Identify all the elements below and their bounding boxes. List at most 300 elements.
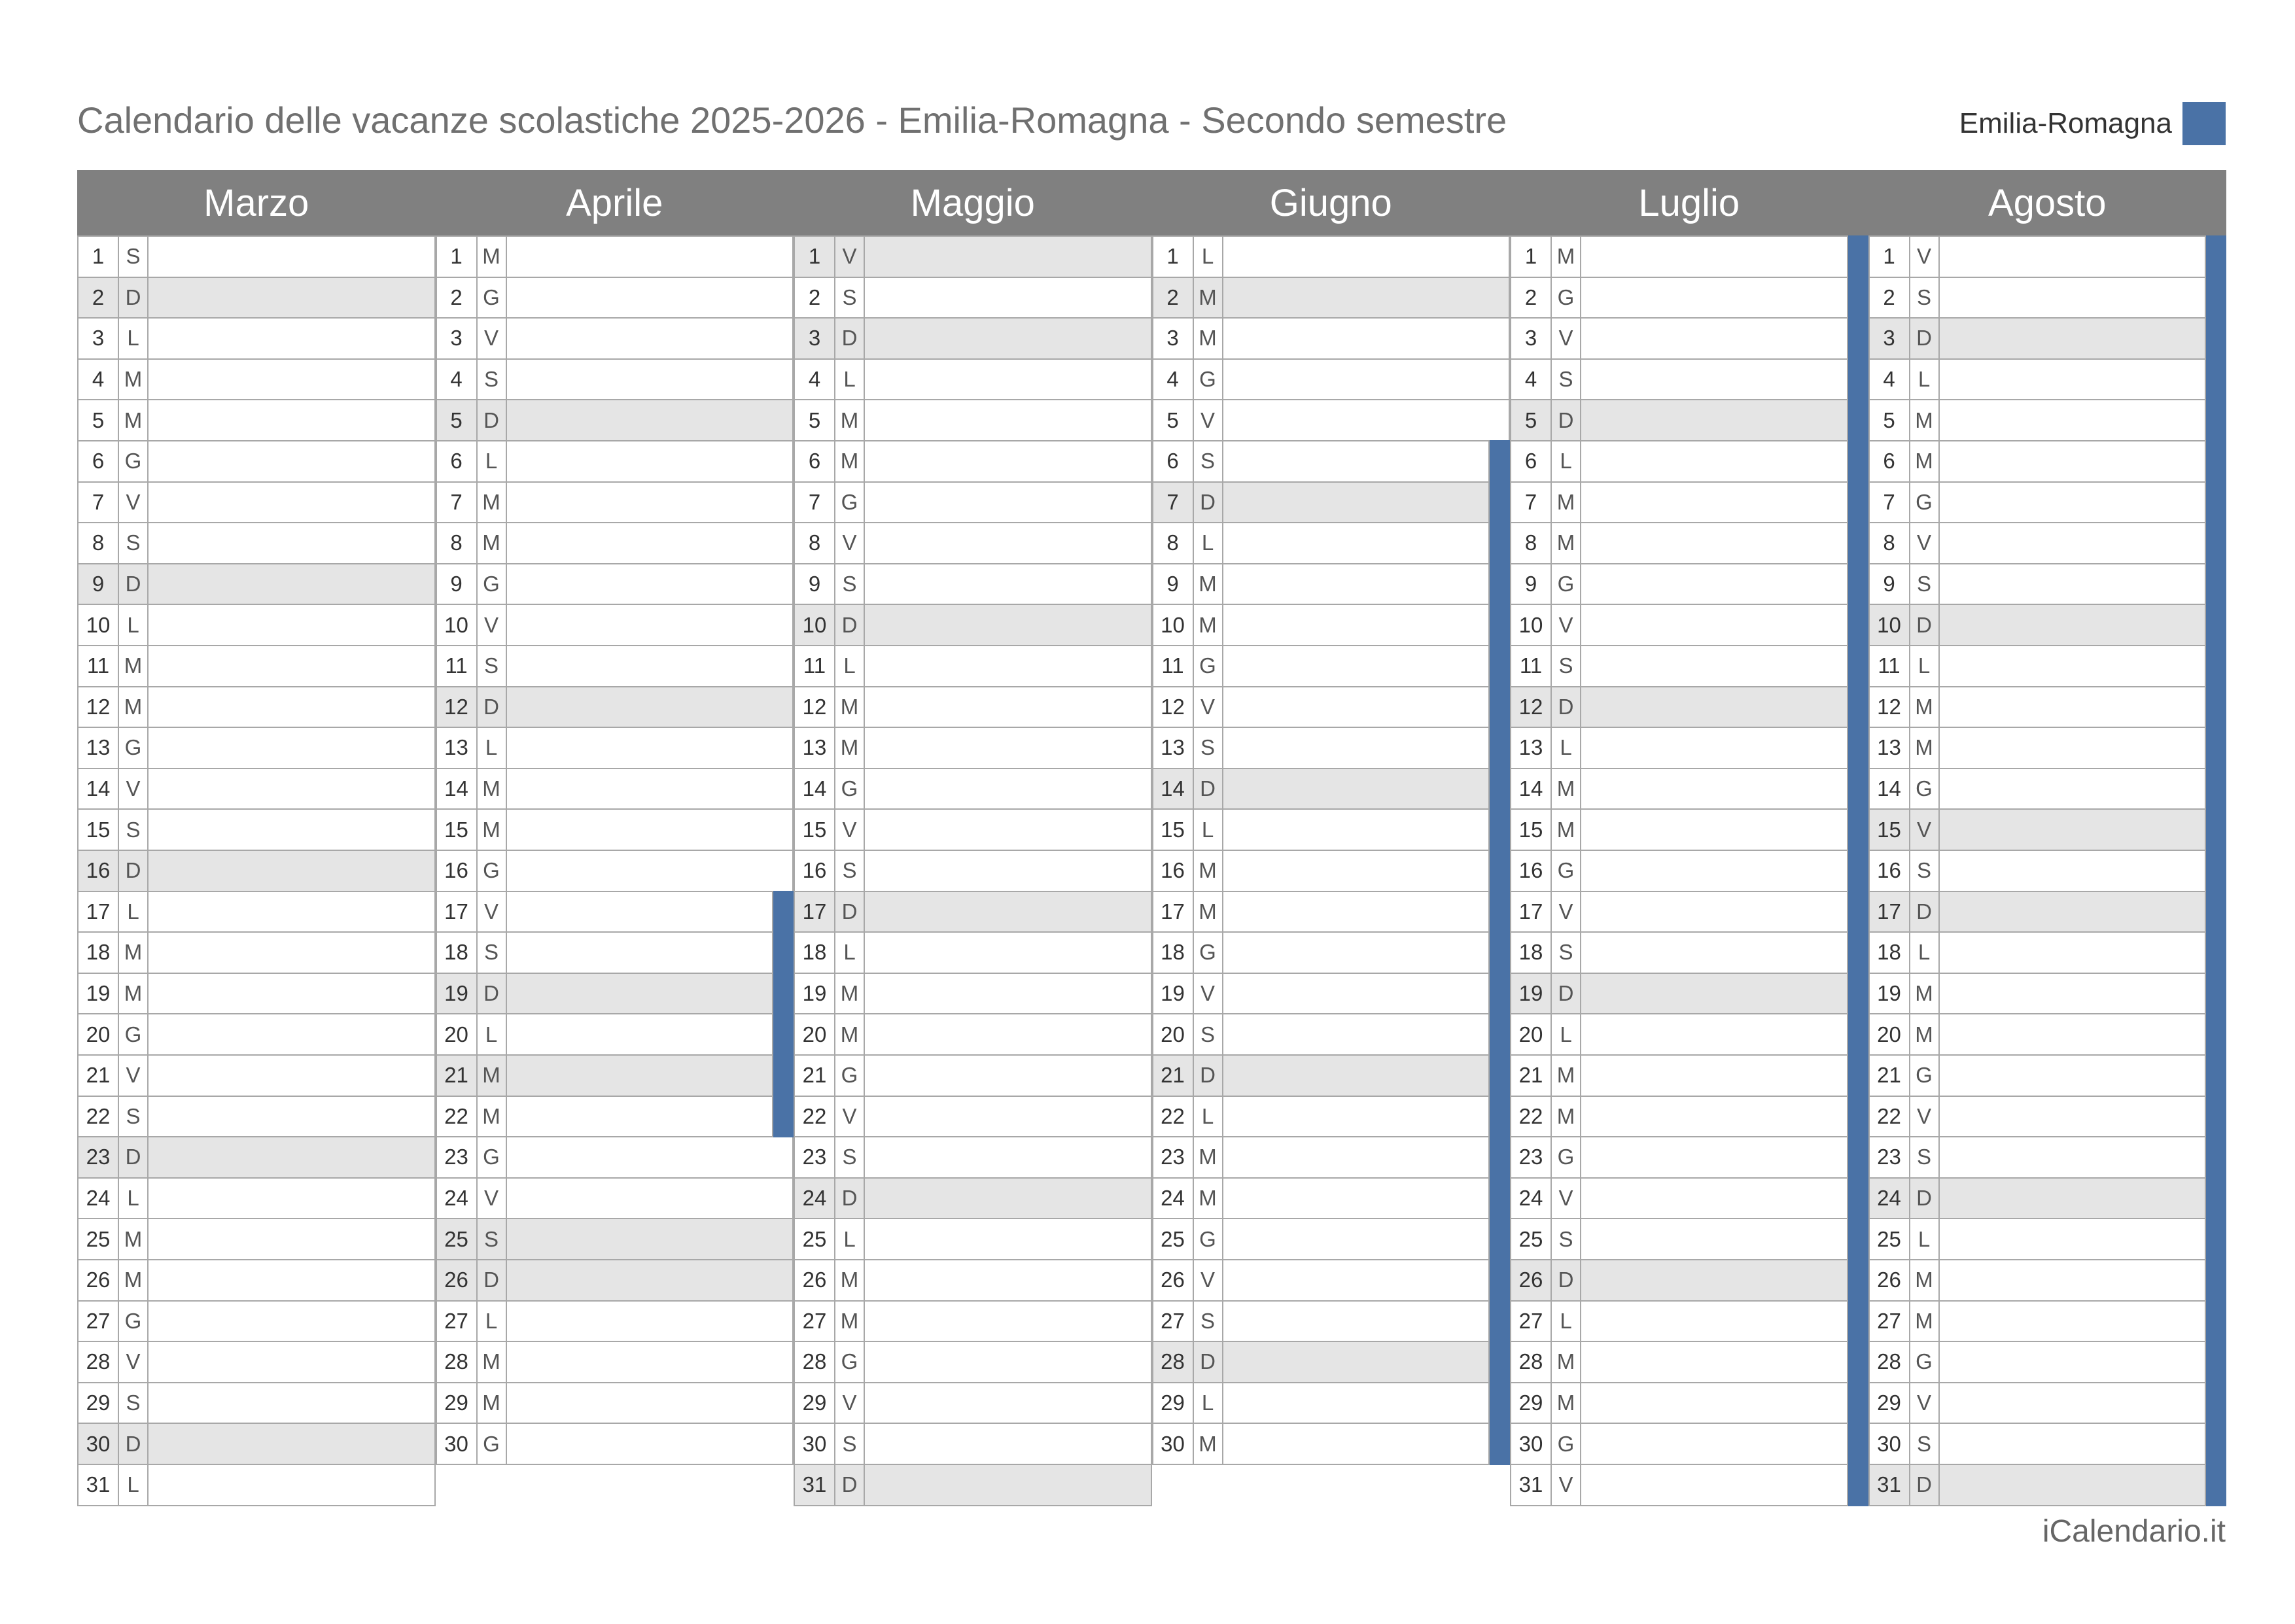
day-number: 14 xyxy=(1153,769,1194,809)
day-number: 3 xyxy=(1511,319,1552,358)
vacation-bar xyxy=(1848,235,1868,1506)
day-cell xyxy=(1510,931,1848,974)
day-number: 19 xyxy=(1511,974,1552,1014)
day-cell xyxy=(1152,1177,1490,1220)
day-cell xyxy=(1152,235,1511,278)
weekday-letter: G xyxy=(835,483,865,523)
weekday-letter: M xyxy=(1194,851,1223,891)
day-number: 4 xyxy=(1153,360,1194,400)
weekday-letter: G xyxy=(1910,1342,1940,1382)
day-number: 30 xyxy=(1870,1424,1910,1464)
day-number: 28 xyxy=(1870,1342,1910,1382)
day-number: 31 xyxy=(79,1465,119,1505)
weekday-letter: D xyxy=(1910,1465,1940,1505)
weekday-letter: V xyxy=(1194,974,1223,1014)
day-cell xyxy=(1868,399,2207,441)
day-cell xyxy=(1152,686,1490,729)
weekday-letter: L xyxy=(1194,1383,1223,1423)
weekday-letter: V xyxy=(1552,1179,1581,1218)
day-cell xyxy=(1152,1300,1490,1343)
day-cell xyxy=(436,1300,794,1343)
day-number: 25 xyxy=(1870,1219,1910,1259)
weekday-letter: V xyxy=(478,892,507,932)
weekday-letter: V xyxy=(478,1179,507,1218)
day-number: 1 xyxy=(437,237,478,277)
weekday-letter: L xyxy=(478,728,507,768)
day-cell xyxy=(1868,727,2207,769)
day-number: 3 xyxy=(79,319,119,358)
day-number: 24 xyxy=(1870,1179,1910,1218)
day-number: 11 xyxy=(79,646,119,686)
day-number: 23 xyxy=(1870,1137,1910,1177)
day-number: 28 xyxy=(795,1342,835,1382)
day-number: 4 xyxy=(437,360,478,400)
day-cell xyxy=(794,1013,1152,1056)
day-cell xyxy=(1152,931,1490,974)
day-cell xyxy=(436,399,794,441)
day-cell xyxy=(794,727,1152,769)
day-number: 11 xyxy=(1511,646,1552,686)
day-cell xyxy=(794,440,1152,483)
day-number: 29 xyxy=(795,1383,835,1423)
day-cell xyxy=(1510,563,1848,606)
day-number: 26 xyxy=(1870,1260,1910,1300)
vacation-bar xyxy=(1490,440,1510,1465)
weekday-letter: V xyxy=(1910,237,1940,277)
legend xyxy=(1959,102,2226,145)
weekday-letter: V xyxy=(835,810,865,850)
day-number: 8 xyxy=(1153,523,1194,563)
weekday-letter: G xyxy=(1194,360,1223,400)
day-cell xyxy=(77,277,436,319)
weekday-letter: D xyxy=(119,1137,149,1177)
weekday-letter: D xyxy=(1910,892,1940,932)
weekday-letter: L xyxy=(1910,1219,1940,1259)
day-number: 2 xyxy=(1511,278,1552,318)
day-cell xyxy=(794,1423,1152,1465)
day-number: 5 xyxy=(1870,400,1910,440)
weekday-letter: S xyxy=(1910,278,1940,318)
weekday-letter: M xyxy=(1552,769,1581,809)
weekday-letter: L xyxy=(835,360,865,400)
day-cell xyxy=(1868,1013,2207,1056)
day-number: 22 xyxy=(79,1097,119,1137)
day-number: 6 xyxy=(79,441,119,481)
day-number: 10 xyxy=(795,605,835,645)
day-number: 24 xyxy=(437,1179,478,1218)
day-number: 16 xyxy=(1870,851,1910,891)
day-number: 6 xyxy=(795,441,835,481)
weekday-letter: M xyxy=(1552,1342,1581,1382)
weekday-letter: S xyxy=(119,523,149,563)
day-number: 13 xyxy=(1870,728,1910,768)
day-cell xyxy=(794,358,1152,401)
day-cell xyxy=(1510,481,1848,524)
day-number: 29 xyxy=(437,1383,478,1423)
day-number: 15 xyxy=(1153,810,1194,850)
day-number: 2 xyxy=(1153,278,1194,318)
day-number: 27 xyxy=(1870,1302,1910,1341)
weekday-letter: G xyxy=(119,441,149,481)
day-cell xyxy=(77,1382,436,1425)
weekday-letter: G xyxy=(1194,1219,1223,1259)
day-cell xyxy=(436,891,774,933)
month-header-marzo: Marzo xyxy=(77,170,436,235)
weekday-letter: D xyxy=(1552,400,1581,440)
weekday-letter: M xyxy=(1194,1179,1223,1218)
weekday-letter: L xyxy=(478,441,507,481)
weekday-letter: D xyxy=(1910,319,1940,358)
day-cell xyxy=(77,686,436,729)
day-number: 15 xyxy=(79,810,119,850)
day-cell xyxy=(436,686,794,729)
day-number: 21 xyxy=(1511,1056,1552,1096)
day-number: 27 xyxy=(795,1302,835,1341)
weekday-letter: L xyxy=(119,319,149,358)
day-cell xyxy=(1868,1096,2207,1138)
day-cell xyxy=(1152,1259,1490,1302)
day-number: 28 xyxy=(1153,1342,1194,1382)
day-number: 9 xyxy=(1153,564,1194,604)
day-cell xyxy=(794,1300,1152,1343)
day-number: 23 xyxy=(795,1137,835,1177)
day-number: 12 xyxy=(437,687,478,727)
day-cell xyxy=(794,891,1152,933)
day-cell xyxy=(1868,891,2207,933)
day-cell xyxy=(1152,1218,1490,1260)
day-cell xyxy=(77,563,436,606)
day-number: 19 xyxy=(437,974,478,1014)
weekday-letter: M xyxy=(1552,1097,1581,1137)
weekday-letter: S xyxy=(1910,1137,1940,1177)
day-number: 7 xyxy=(79,483,119,523)
day-cell xyxy=(1510,1013,1848,1056)
day-number: 7 xyxy=(437,483,478,523)
day-number: 10 xyxy=(79,605,119,645)
day-number: 24 xyxy=(795,1179,835,1218)
weekday-letter: L xyxy=(1910,646,1940,686)
weekday-letter: L xyxy=(1552,441,1581,481)
day-cell xyxy=(436,277,794,319)
day-number: 27 xyxy=(1511,1302,1552,1341)
day-cell xyxy=(1152,1423,1490,1465)
day-number: 1 xyxy=(1870,237,1910,277)
day-cell xyxy=(77,358,436,401)
weekday-letter: D xyxy=(1552,1260,1581,1300)
weekday-letter: D xyxy=(478,974,507,1014)
day-cell xyxy=(794,1341,1152,1383)
day-number: 16 xyxy=(795,851,835,891)
weekday-letter: M xyxy=(1194,319,1223,358)
day-number: 18 xyxy=(795,933,835,973)
day-cell xyxy=(1510,1096,1848,1138)
day-number: 1 xyxy=(795,237,835,277)
day-number: 20 xyxy=(1511,1014,1552,1054)
day-cell xyxy=(1868,1300,2207,1343)
day-number: 7 xyxy=(795,483,835,523)
weekday-letter: G xyxy=(1194,646,1223,686)
day-number: 30 xyxy=(437,1424,478,1464)
day-cell xyxy=(77,481,436,524)
day-number: 28 xyxy=(1511,1342,1552,1382)
day-cell xyxy=(77,1136,436,1179)
day-number: 4 xyxy=(79,360,119,400)
weekday-letter: S xyxy=(119,1097,149,1137)
day-cell xyxy=(1152,440,1490,483)
weekday-letter: V xyxy=(119,1056,149,1096)
day-number: 17 xyxy=(79,892,119,932)
day-cell xyxy=(1868,1341,2207,1383)
weekday-letter: M xyxy=(478,1383,507,1423)
day-cell xyxy=(436,1218,794,1260)
weekday-letter: S xyxy=(119,1383,149,1423)
day-number: 6 xyxy=(1511,441,1552,481)
day-number: 20 xyxy=(1870,1014,1910,1054)
weekday-letter: M xyxy=(1910,441,1940,481)
day-number: 26 xyxy=(437,1260,478,1300)
weekday-letter: M xyxy=(1194,564,1223,604)
day-cell xyxy=(1510,1464,1848,1506)
weekday-letter: G xyxy=(119,1014,149,1054)
day-number: 2 xyxy=(437,278,478,318)
day-number: 29 xyxy=(79,1383,119,1423)
weekday-letter: D xyxy=(119,278,149,318)
day-number: 31 xyxy=(1870,1465,1910,1505)
day-cell xyxy=(1868,1464,2207,1506)
day-number: 17 xyxy=(1153,892,1194,932)
day-number: 10 xyxy=(1153,605,1194,645)
weekday-letter: M xyxy=(478,237,507,277)
day-number: 11 xyxy=(1870,646,1910,686)
weekday-letter: M xyxy=(119,687,149,727)
day-cell xyxy=(77,1096,436,1138)
weekday-letter: S xyxy=(835,1137,865,1177)
legend-label: Emilia-Romagna xyxy=(1959,107,2172,139)
weekday-letter: M xyxy=(478,1056,507,1096)
day-cell xyxy=(1152,563,1490,606)
day-number: 19 xyxy=(1153,974,1194,1014)
day-cell xyxy=(794,1218,1152,1260)
weekday-letter: V xyxy=(1552,605,1581,645)
weekday-letter: S xyxy=(835,1424,865,1464)
day-number: 31 xyxy=(1511,1465,1552,1505)
day-cell xyxy=(1510,973,1848,1015)
day-cell xyxy=(1510,1136,1848,1179)
weekday-letter: M xyxy=(835,974,865,1014)
day-number: 19 xyxy=(795,974,835,1014)
day-cell xyxy=(436,768,794,810)
day-number: 28 xyxy=(437,1342,478,1382)
weekday-letter: G xyxy=(478,851,507,891)
day-number: 6 xyxy=(1153,441,1194,481)
day-number: 20 xyxy=(79,1014,119,1054)
day-cell xyxy=(1152,604,1490,646)
day-cell xyxy=(77,1464,436,1506)
day-number: 7 xyxy=(1511,483,1552,523)
weekday-letter: S xyxy=(478,360,507,400)
weekday-letter: L xyxy=(1910,360,1940,400)
day-number: 17 xyxy=(437,892,478,932)
day-number: 4 xyxy=(795,360,835,400)
weekday-letter: M xyxy=(1910,1260,1940,1300)
weekday-letter: M xyxy=(478,1342,507,1382)
day-number: 12 xyxy=(1511,687,1552,727)
day-cell xyxy=(1868,686,2207,729)
day-cell xyxy=(77,317,436,360)
weekday-letter: V xyxy=(1194,400,1223,440)
month-header-agosto: Agosto xyxy=(1868,170,2227,235)
weekday-letter: V xyxy=(835,1383,865,1423)
weekday-letter: V xyxy=(1910,523,1940,563)
weekday-letter: G xyxy=(478,278,507,318)
day-cell xyxy=(1868,317,2207,360)
day-cell xyxy=(1510,850,1848,892)
weekday-letter: L xyxy=(1910,933,1940,973)
day-cell xyxy=(1510,522,1848,564)
weekday-letter: V xyxy=(1910,1097,1940,1137)
day-number: 24 xyxy=(1153,1179,1194,1218)
day-cell xyxy=(436,563,794,606)
day-cell xyxy=(794,399,1152,441)
day-cell xyxy=(794,1177,1152,1220)
day-cell xyxy=(1868,1382,2207,1425)
vacation-bar xyxy=(773,891,794,1138)
day-number: 5 xyxy=(437,400,478,440)
day-cell xyxy=(1152,1013,1490,1056)
day-cell xyxy=(436,808,794,851)
day-cell xyxy=(77,1423,436,1465)
weekday-letter: S xyxy=(1194,1302,1223,1341)
day-cell xyxy=(436,1096,774,1138)
day-cell xyxy=(77,727,436,769)
weekday-letter: M xyxy=(119,646,149,686)
day-number: 15 xyxy=(437,810,478,850)
day-cell xyxy=(1868,1054,2207,1097)
weekday-letter: S xyxy=(1910,1424,1940,1464)
weekday-letter: D xyxy=(1910,1179,1940,1218)
weekday-letter: G xyxy=(1910,769,1940,809)
day-cell xyxy=(77,1177,436,1220)
day-cell xyxy=(436,1177,794,1220)
day-number: 29 xyxy=(1511,1383,1552,1423)
weekday-letter: M xyxy=(1194,605,1223,645)
day-cell xyxy=(1152,358,1511,401)
weekday-letter: G xyxy=(119,1302,149,1341)
day-cell xyxy=(1510,235,1848,278)
weekday-letter: M xyxy=(835,1014,865,1054)
day-cell xyxy=(77,931,436,974)
day-cell xyxy=(1510,1382,1848,1425)
weekday-letter: G xyxy=(119,728,149,768)
day-number: 25 xyxy=(795,1219,835,1259)
weekday-letter: M xyxy=(1194,278,1223,318)
day-number: 25 xyxy=(79,1219,119,1259)
day-cell xyxy=(794,235,1152,278)
day-cell xyxy=(794,1054,1152,1097)
weekday-letter: L xyxy=(119,892,149,932)
day-number: 26 xyxy=(1153,1260,1194,1300)
weekday-letter: G xyxy=(1552,1137,1581,1177)
weekday-letter: L xyxy=(1194,237,1223,277)
weekday-letter: M xyxy=(1194,1424,1223,1464)
day-cell xyxy=(77,440,436,483)
day-number: 21 xyxy=(79,1056,119,1096)
day-number: 1 xyxy=(1511,237,1552,277)
day-cell xyxy=(77,973,436,1015)
weekday-letter: M xyxy=(1552,523,1581,563)
weekday-letter: G xyxy=(478,1424,507,1464)
day-cell xyxy=(436,481,794,524)
weekday-letter: L xyxy=(1552,1302,1581,1341)
day-number: 10 xyxy=(1870,605,1910,645)
day-cell xyxy=(1152,808,1490,851)
weekday-letter: S xyxy=(1194,441,1223,481)
day-number: 3 xyxy=(795,319,835,358)
weekday-letter: G xyxy=(1552,1424,1581,1464)
day-number: 24 xyxy=(1511,1179,1552,1218)
day-number: 10 xyxy=(1511,605,1552,645)
day-number: 23 xyxy=(437,1137,478,1177)
day-number: 22 xyxy=(1511,1097,1552,1137)
weekday-letter: M xyxy=(1910,687,1940,727)
day-number: 5 xyxy=(79,400,119,440)
day-cell xyxy=(1510,1054,1848,1097)
weekday-letter: M xyxy=(478,523,507,563)
day-number: 20 xyxy=(437,1014,478,1054)
weekday-letter: M xyxy=(1552,237,1581,277)
day-number: 9 xyxy=(795,564,835,604)
day-number: 29 xyxy=(1870,1383,1910,1423)
day-number: 12 xyxy=(1153,687,1194,727)
weekday-letter: V xyxy=(119,1342,149,1382)
day-number: 19 xyxy=(79,974,119,1014)
day-cell xyxy=(77,399,436,441)
day-cell xyxy=(1510,358,1848,401)
day-number: 4 xyxy=(1870,360,1910,400)
weekday-letter: V xyxy=(1910,1383,1940,1423)
day-number: 30 xyxy=(79,1424,119,1464)
day-cell xyxy=(1510,891,1848,933)
day-number: 13 xyxy=(79,728,119,768)
weekday-letter: D xyxy=(1194,483,1223,523)
day-cell xyxy=(1868,850,2207,892)
day-number: 13 xyxy=(1511,728,1552,768)
weekday-letter: V xyxy=(835,523,865,563)
month-header-aprile: Aprile xyxy=(436,170,794,235)
day-cell xyxy=(1152,891,1490,933)
day-number: 12 xyxy=(795,687,835,727)
weekday-letter: S xyxy=(1552,646,1581,686)
day-cell xyxy=(436,522,794,564)
day-number: 16 xyxy=(1153,851,1194,891)
weekday-letter: G xyxy=(1910,483,1940,523)
weekday-letter: G xyxy=(478,564,507,604)
day-number: 8 xyxy=(1511,523,1552,563)
day-number: 13 xyxy=(795,728,835,768)
weekday-letter: D xyxy=(835,319,865,358)
day-cell xyxy=(436,973,774,1015)
day-number: 4 xyxy=(1511,360,1552,400)
day-number: 21 xyxy=(795,1056,835,1096)
weekday-letter: V xyxy=(1194,687,1223,727)
day-cell xyxy=(1152,317,1511,360)
weekday-letter: V xyxy=(1910,810,1940,850)
day-cell xyxy=(1152,1136,1490,1179)
day-number: 27 xyxy=(79,1302,119,1341)
weekday-letter: M xyxy=(835,441,865,481)
day-number: 16 xyxy=(79,851,119,891)
day-number: 2 xyxy=(79,278,119,318)
